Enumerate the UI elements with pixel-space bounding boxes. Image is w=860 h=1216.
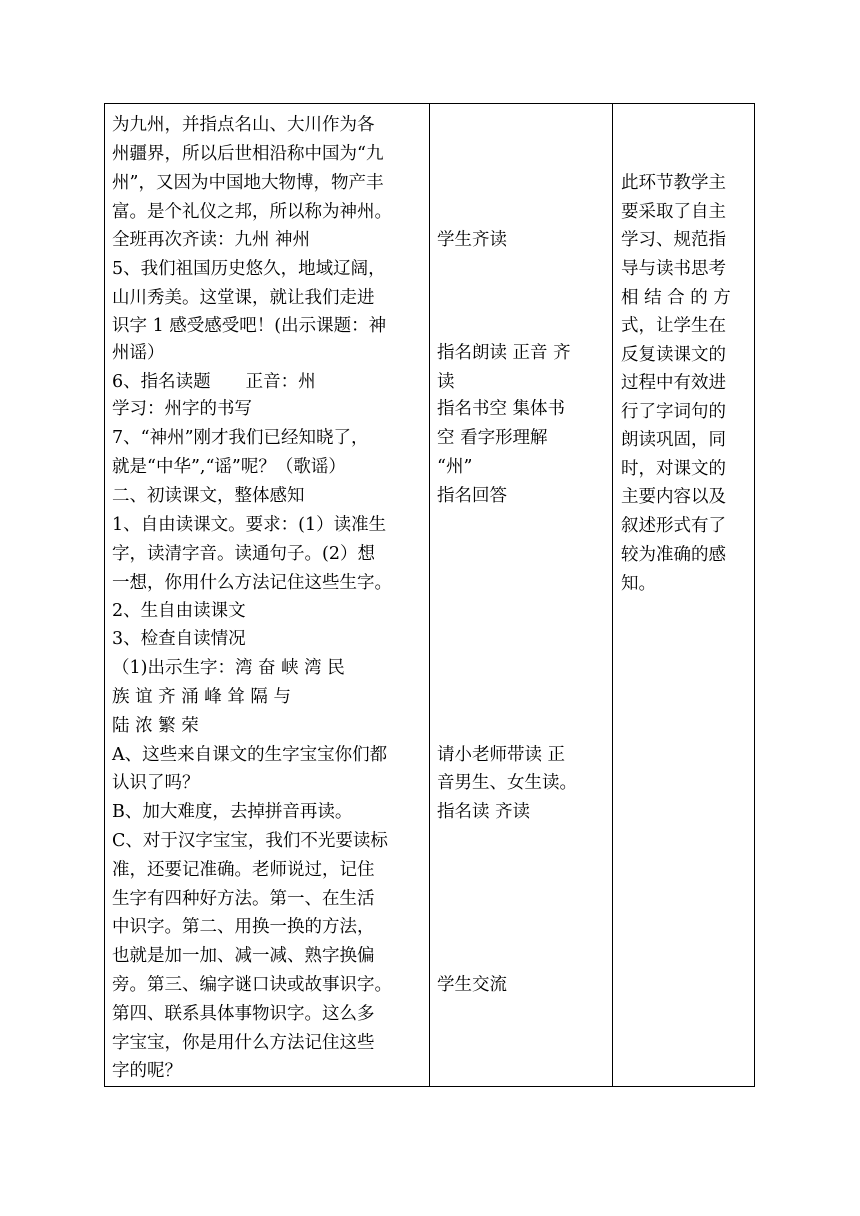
process-line: 字宝宝，你是用什么方法记住这些 bbox=[112, 1033, 375, 1053]
process-line: 族 谊 齐 涌 峰 耸 隔 与 bbox=[112, 687, 291, 707]
process-line: 就是“中华”,“谣”呢？（歌谣） bbox=[112, 457, 346, 477]
activity-line: 指名朗读 正音 齐 bbox=[437, 343, 571, 363]
process-line: 全班再次齐读：九州 神州 bbox=[112, 230, 311, 250]
process-line: 为九州，并指点名山、大川作为各 bbox=[112, 115, 375, 135]
teaching-process-column bbox=[105, 104, 430, 1086]
process-line: 山川秀美。这堂课，就让我们走进 bbox=[112, 288, 375, 308]
process-line: A、这些来自课文的生字宝宝你们都 bbox=[112, 745, 388, 765]
intent-line: 此环节教学主 bbox=[621, 173, 726, 193]
process-line: 准，还要记准确。老师说过，记住 bbox=[112, 860, 375, 880]
intent-line: 反复读课文的 bbox=[621, 345, 726, 365]
process-line: 中识字。第二、用换一换的方法， bbox=[112, 917, 375, 937]
intent-line: 朗读巩固，同 bbox=[621, 430, 726, 450]
design-intent-column bbox=[613, 104, 756, 1086]
intent-line: 学习、规范指 bbox=[621, 230, 726, 250]
process-line: 二、初读课文，整体感知 bbox=[112, 486, 305, 506]
lesson-plan-table bbox=[104, 103, 755, 1087]
activity-line: 学生齐读 bbox=[437, 230, 507, 250]
process-line: 一想，你用什么方法记住这些生字。 bbox=[112, 573, 392, 593]
process-line: 3、检查自读情况 bbox=[112, 629, 246, 649]
activity-line: 指名回答 bbox=[437, 486, 507, 506]
intent-line: 导与读书思考 bbox=[621, 259, 726, 279]
process-line: 5、我们祖国历史悠久，地域辽阔， bbox=[112, 259, 386, 279]
activity-line: 读 bbox=[437, 372, 455, 392]
process-line: 字，读清字音。读通句子。(2）想 bbox=[112, 544, 375, 564]
activity-line: 请小老师带读 正 bbox=[437, 745, 566, 765]
process-line: 富。是个礼仪之邦，所以称为神州。 bbox=[112, 202, 392, 222]
process-line: （1)出示生字：湾 奋 峡 湾 民 bbox=[112, 658, 345, 678]
process-line: 7、“神州”刚才我们已经知晓了， bbox=[112, 428, 369, 448]
activity-line: 音男生、女生读。 bbox=[437, 773, 577, 793]
process-line: 1、自由读课文。要求：(1）读准生 bbox=[112, 515, 387, 535]
intent-line: 行了字词句的 bbox=[621, 402, 726, 422]
process-line: 州疆界，所以后世相沿称中国为“九 bbox=[112, 144, 384, 164]
process-line: 2、生自由读课文 bbox=[112, 601, 246, 621]
intent-line: 相 结 合 的 方 bbox=[621, 288, 731, 308]
activity-line: 空 看字形理解 bbox=[437, 428, 548, 448]
intent-line: 要采取了自主 bbox=[621, 202, 726, 222]
process-line: 学习：州字的书写 bbox=[112, 399, 252, 419]
intent-line: 主要内容以及 bbox=[621, 487, 726, 507]
activity-line: 学生交流 bbox=[437, 975, 507, 995]
process-line: 识字 1 感受感受吧！(出示课题：神 bbox=[112, 316, 387, 336]
process-line: 6、指名读题 正音：州 bbox=[112, 372, 316, 392]
process-line: C、对于汉字宝宝，我们不光要读标 bbox=[112, 831, 388, 851]
process-line: 字的呢？ bbox=[112, 1061, 182, 1081]
process-line: 州谣） bbox=[112, 343, 165, 363]
intent-line: 过程中有效进 bbox=[621, 373, 726, 393]
intent-line: 式，让学生在 bbox=[621, 316, 726, 336]
process-line: 陆 浓 繁 荣 bbox=[112, 716, 199, 736]
intent-line: 时，对课文的 bbox=[621, 459, 726, 479]
activity-line: 指名书空 集体书 bbox=[437, 399, 566, 419]
student-activity-column bbox=[430, 104, 613, 1086]
activity-line: “州” bbox=[437, 457, 473, 477]
process-line: 也就是加一加、减一减、熟字换偏 bbox=[112, 946, 375, 966]
process-line: 生字有四种好方法。第一、在生活 bbox=[112, 889, 375, 909]
intent-line: 叙述形式有了 bbox=[621, 516, 726, 536]
process-line: B、加大难度，去掉拼音再读。 bbox=[112, 802, 353, 822]
process-line: 州”，又因为中国地大物博，物产丰 bbox=[112, 173, 384, 193]
process-line: 第四、联系具体事物识字。这么多 bbox=[112, 1004, 375, 1024]
activity-line: 指名读 齐读 bbox=[437, 802, 531, 822]
intent-line: 较为准确的感 bbox=[621, 545, 726, 565]
intent-line: 知。 bbox=[621, 574, 656, 594]
process-line: 旁。第三、编字谜口诀或故事识字。 bbox=[112, 975, 392, 995]
process-line: 认识了吗？ bbox=[112, 773, 200, 793]
